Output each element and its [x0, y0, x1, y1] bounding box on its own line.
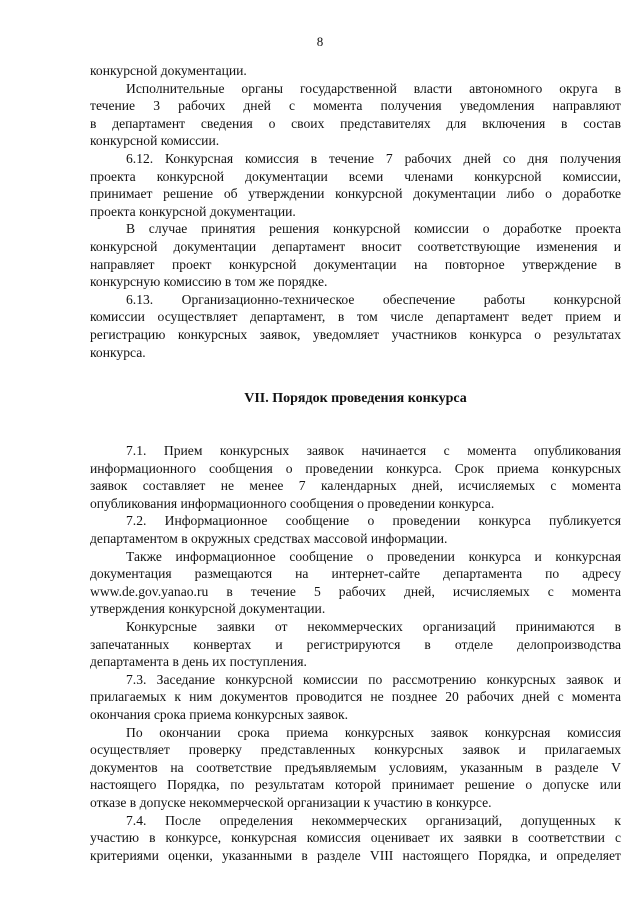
text-line: заявок составляет не менее 7 календарных дней, исчисляемых с момента	[90, 478, 621, 494]
text-line: участию в конкурсе, конкурсная комиссия оценивает их заявки в соответствии с	[90, 830, 621, 846]
text-line: информационного сообщения о проведении конкурса. Срок приема конкурсных	[90, 460, 621, 476]
section-seven-text	[90, 442, 621, 864]
paragraph	[90, 618, 621, 671]
text-line: проекта конкурсной документации всеми членами конкурсной комиссии,	[90, 168, 621, 184]
paragraph	[90, 291, 621, 361]
text-line: направляет проект конкурсной документации на повторное утверждение в	[90, 256, 621, 272]
paragraph	[90, 80, 621, 150]
text-line: 7.1. Прием конкурсных заявок начинается с момента опубликования	[126, 443, 621, 459]
paragraph	[90, 512, 621, 547]
text-line: конкурсной документации.	[90, 63, 247, 78]
text-line: Также информационное сообщение о проведении конкурса и конкурсная	[126, 548, 621, 564]
text-line: отказе в допуске некоммерческой организации к участию в конкурсе.	[90, 794, 492, 810]
text-line: запечатанных конвертах и регистрируются в отделе делопроизводства	[90, 636, 621, 652]
text-line: окончания срока приема конкурсных заявок.	[90, 707, 349, 722]
text-line: конкурса.	[90, 344, 146, 360]
text-line: принимает решение об утверждении конкурсной документации либо о доработке	[90, 186, 621, 202]
text-line: прилагаемых к ним документов проводится не позднее 20 рабочих дней с момента	[90, 689, 621, 705]
text-line: проекта конкурсной документации.	[90, 203, 296, 219]
text-line: в департамент сведения о своих представителях для включения в состав	[90, 115, 621, 131]
text-line: конкурсную комиссию в том же порядке.	[90, 274, 328, 290]
paragraph	[90, 812, 621, 865]
text-line: В случае принятия решения конкурсной комиссии о доработке проекта	[126, 221, 621, 237]
section-six-text	[90, 62, 621, 361]
text-line: осуществляет проверку представленных конкурсных заявок и прилагаемых	[90, 742, 621, 758]
text-line: течение 3 рабочих дней с момента получения уведомления направляют	[90, 98, 621, 114]
page-number: 8	[316, 34, 324, 49]
text-line: департаментом в окружных средствах массовой информации.	[90, 531, 448, 547]
paragraph	[90, 150, 621, 220]
text-line: департамента в день их поступления.	[90, 654, 307, 670]
text-line: документов на соответствие предъявляемым условиям, указанным в разделе V	[90, 759, 621, 775]
text-line: утверждения конкурсной документации.	[90, 601, 326, 617]
document-body	[90, 62, 621, 864]
text-line: документация размещаются на интернет-сайте департамента по адресу	[90, 566, 621, 582]
paragraph	[90, 671, 621, 724]
text-line: комиссии осуществляет департамент, в том числе департамент ведет прием и	[90, 309, 621, 325]
text-line: Исполнительные органы государственной власти автономного округа в	[126, 80, 621, 96]
text-line: регистрацию конкурсных заявок, уведомляет участников конкурса о результатах	[90, 326, 621, 342]
text-line: опубликования информационного сообщения о проведении конкурса.	[90, 495, 495, 511]
text-line: критериями оценки, указанными в разделе VIII настоящего Порядка, и определяет	[90, 847, 621, 863]
text-line: 7.4. После определения некоммерческих организаций, допущенных к	[126, 812, 621, 828]
paragraph	[90, 62, 621, 80]
text-line: конкурсной документации департамент вносит соответствующие изменения и	[90, 238, 621, 254]
text-line: 6.13. Организационно-техническое обеспечение работы конкурсной	[126, 291, 621, 307]
text-line: www.de.gov.yanao.ru в течение 5 рабочих дней, исчисляемых с момента	[90, 583, 621, 599]
text-line: 7.2. Информационное сообщение о проведении конкурса публикуется	[126, 513, 621, 529]
paragraph	[90, 724, 621, 812]
text-line: По окончании срока приема конкурсных заявок конкурсная комиссия	[126, 724, 621, 740]
text-line: настоящего Порядка, по результатам которой принимает решение о допуске или	[90, 777, 621, 793]
section-heading: VII. Порядок проведения конкурса	[244, 391, 467, 407]
text-line: 6.12. Конкурсная комиссия в течение 7 рабочих дней со дня получения	[126, 150, 621, 166]
text-line: Конкурсные заявки от некоммерческих организаций принимаются в	[126, 619, 621, 635]
paragraph	[90, 220, 621, 290]
paragraph	[90, 548, 621, 618]
text-line: конкурсной комиссии.	[90, 133, 220, 149]
text-line: 7.3. Заседание конкурсной комиссии по рассмотрению конкурсных заявок и	[126, 671, 621, 687]
paragraph	[90, 442, 621, 512]
